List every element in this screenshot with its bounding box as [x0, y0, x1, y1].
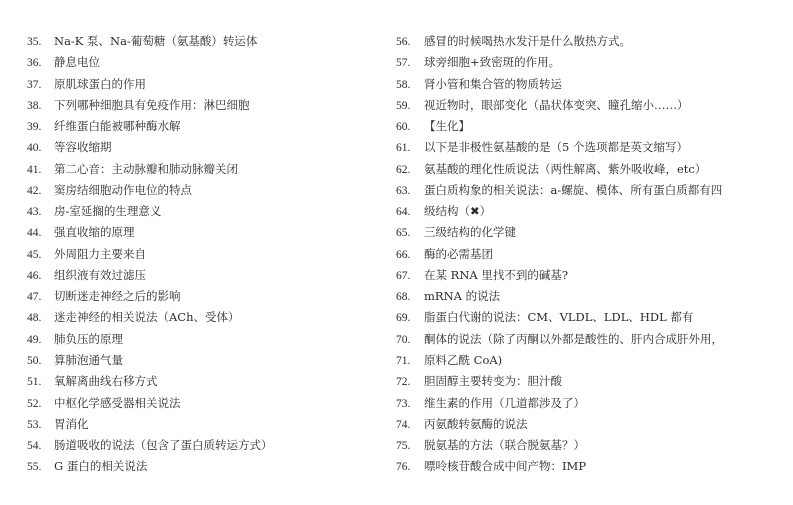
- list-item: [27, 371, 387, 392]
- item-number: 75.: [396, 440, 411, 453]
- item-text: 外周阻力主要来自: [54, 246, 146, 261]
- item-number: 56.: [396, 36, 411, 48]
- item-number: 40.: [27, 142, 42, 155]
- list-item: [27, 31, 387, 52]
- item-text: 感冒的时候喝热水发汗是什么散热方式。: [424, 34, 631, 48]
- item-text: 肾小管和集合管的物质转运: [424, 76, 562, 91]
- item-text: 视近物时，眼部变化（晶状体变突、瞳孔缩小……）: [424, 97, 689, 112]
- item-number: 42.: [27, 184, 42, 197]
- left-column: [27, 31, 387, 478]
- list-item: [27, 116, 387, 137]
- item-number: 48.: [27, 312, 42, 325]
- item-text: 以下是非极性氨基酸的是（5 个选项都是英文缩写）: [424, 140, 688, 155]
- item-text: 级结构（✖）: [424, 204, 492, 219]
- list-item: [27, 350, 387, 371]
- list-item: [27, 201, 387, 222]
- item-text: 肺负压的原理: [54, 331, 123, 346]
- list-item: [27, 286, 387, 307]
- item-number: 68.: [396, 291, 411, 304]
- list-item: [27, 244, 387, 265]
- list-item: [27, 222, 387, 243]
- list-item: [27, 180, 387, 201]
- list-item: [27, 95, 387, 116]
- item-text: 胃消化: [54, 416, 89, 431]
- list-item: [396, 137, 786, 158]
- item-text: 等容收缩期: [54, 140, 112, 155]
- item-number: 66.: [396, 248, 411, 261]
- item-text: 蛋白质构象的相关说法：a-螺旋、模体、所有蛋白质都有四: [424, 182, 723, 197]
- item-number: 65.: [396, 227, 411, 240]
- list-item: [27, 265, 387, 286]
- list-item: [396, 244, 786, 265]
- item-number: 71.: [396, 354, 411, 367]
- item-text: 原料乙酰 CoA): [424, 352, 503, 367]
- item-number: 62.: [396, 163, 411, 176]
- item-text: 【生化】: [424, 119, 470, 134]
- item-text: 酮体的说法（除了丙酮以外都是酸性的、肝内合成肝外用，: [424, 331, 723, 346]
- item-text: 中枢化学感受器相关说法: [54, 395, 181, 410]
- item-number: 53.: [27, 418, 42, 431]
- item-text: 丙氨酸转氨酶的说法: [424, 416, 528, 431]
- item-number: 37.: [27, 78, 42, 91]
- item-text: 脱氨基的方法（联合脱氨基？）: [424, 438, 585, 453]
- item-text: 球旁细胞+致密斑的作用。: [424, 55, 561, 70]
- item-text: 酶的必需基团: [424, 246, 493, 261]
- item-text: 组织液有效过滤压: [54, 267, 146, 282]
- item-text: 维生素的作用（几道都涉及了）: [424, 395, 585, 410]
- item-text: 窦房结细胞动作电位的特点: [54, 182, 192, 197]
- item-number: 49.: [27, 333, 42, 346]
- list-item: [27, 435, 387, 456]
- list-item: [27, 159, 387, 180]
- list-item: [396, 265, 786, 286]
- list-item: [396, 52, 786, 73]
- item-text: 静息电位: [54, 55, 100, 70]
- right-column: [396, 31, 786, 478]
- item-text: 嘌呤核苷酸合成中间产物：IMP: [424, 459, 587, 474]
- list-item: [396, 159, 786, 180]
- list-item: [27, 74, 387, 95]
- item-number: 44.: [27, 227, 42, 240]
- item-text: 原肌球蛋白的作用: [54, 76, 146, 91]
- item-number: 61.: [396, 142, 411, 155]
- item-number: 58.: [396, 78, 411, 91]
- item-number: 60.: [396, 121, 411, 134]
- item-number: 76.: [396, 461, 411, 474]
- item-number: 52.: [27, 397, 42, 410]
- item-number: 51.: [27, 376, 42, 389]
- item-number: 55.: [27, 461, 42, 474]
- item-number: 67.: [396, 269, 411, 282]
- item-text: G 蛋白的相关说法: [54, 459, 148, 474]
- list-item: [396, 201, 786, 222]
- list-item: [396, 180, 786, 201]
- list-item: [27, 414, 387, 435]
- item-number: 46.: [27, 269, 42, 282]
- list-item: [396, 74, 786, 95]
- item-text: 下列哪种细胞具有免疫作用：淋巴细胞: [54, 97, 250, 112]
- item-number: 59.: [396, 99, 411, 112]
- item-number: 39.: [27, 121, 42, 134]
- item-number: 69.: [396, 312, 411, 325]
- item-text: 切断迷走神经之后的影响: [54, 289, 181, 304]
- list-item: [396, 435, 786, 456]
- item-number: 35.: [27, 36, 42, 48]
- item-text: 纤维蛋白能被哪种酶水解: [54, 119, 181, 134]
- item-text: 脂蛋白代谢的说法：CM、VLDL、LDL、HDL 都有: [424, 310, 694, 325]
- item-text: 算肺泡通气量: [54, 352, 123, 367]
- list-item: [396, 371, 786, 392]
- item-number: 54.: [27, 440, 42, 453]
- item-number: 38.: [27, 99, 42, 112]
- item-text: 氨基酸的理化性质说法（两性解离、紫外吸收峰，etc）: [424, 161, 707, 176]
- item-text: 强直收缩的原理: [54, 225, 135, 240]
- list-item: [396, 31, 786, 52]
- list-item: [396, 116, 786, 137]
- list-item: [396, 307, 786, 328]
- item-number: 63.: [396, 184, 411, 197]
- item-number: 64.: [396, 206, 411, 219]
- list-item: [27, 329, 387, 350]
- item-number: 73.: [396, 397, 411, 410]
- list-item: [396, 414, 786, 435]
- item-text: Na-K 泵、Na-葡萄糖（氨基酸）转运体: [54, 34, 258, 48]
- item-text: 房-室延搁的生理意义: [54, 204, 162, 219]
- item-text: 迷走神经的相关说法（ACh、受体）: [54, 310, 240, 325]
- list-item: [396, 222, 786, 243]
- item-number: 50.: [27, 354, 42, 367]
- list-item: [396, 393, 786, 414]
- item-text: 三级结构的化学键: [424, 225, 516, 240]
- item-number: 43.: [27, 206, 42, 219]
- item-number: 41.: [27, 163, 42, 176]
- list-item: [396, 286, 786, 307]
- list-item: [27, 456, 387, 477]
- item-text: 肠道吸收的说法（包含了蛋白质转运方式）: [54, 438, 273, 453]
- item-text: 第二心音：主动脉瓣和肺动脉瓣关闭: [54, 161, 238, 176]
- item-text: mRNA 的说法: [424, 289, 501, 304]
- item-text: 在某 RNA 里找不到的碱基?: [424, 267, 569, 282]
- list-item: [27, 137, 387, 158]
- list-item: [27, 393, 387, 414]
- list-item: [27, 307, 387, 328]
- item-number: 57.: [396, 57, 411, 70]
- item-text: 胆固醇主要转变为：胆汁酸: [424, 374, 562, 389]
- item-number: 74.: [396, 418, 411, 431]
- item-number: 70.: [396, 333, 411, 346]
- item-number: 47.: [27, 291, 42, 304]
- item-text: 氧解离曲线右移方式: [54, 374, 158, 389]
- list-item: [396, 95, 786, 116]
- list-item: [396, 350, 786, 371]
- item-number: 72.: [396, 376, 411, 389]
- list-item: [396, 456, 786, 477]
- list-item: [27, 52, 387, 73]
- item-number: 45.: [27, 248, 42, 261]
- item-number: 36.: [27, 57, 42, 70]
- list-item: [396, 329, 786, 350]
